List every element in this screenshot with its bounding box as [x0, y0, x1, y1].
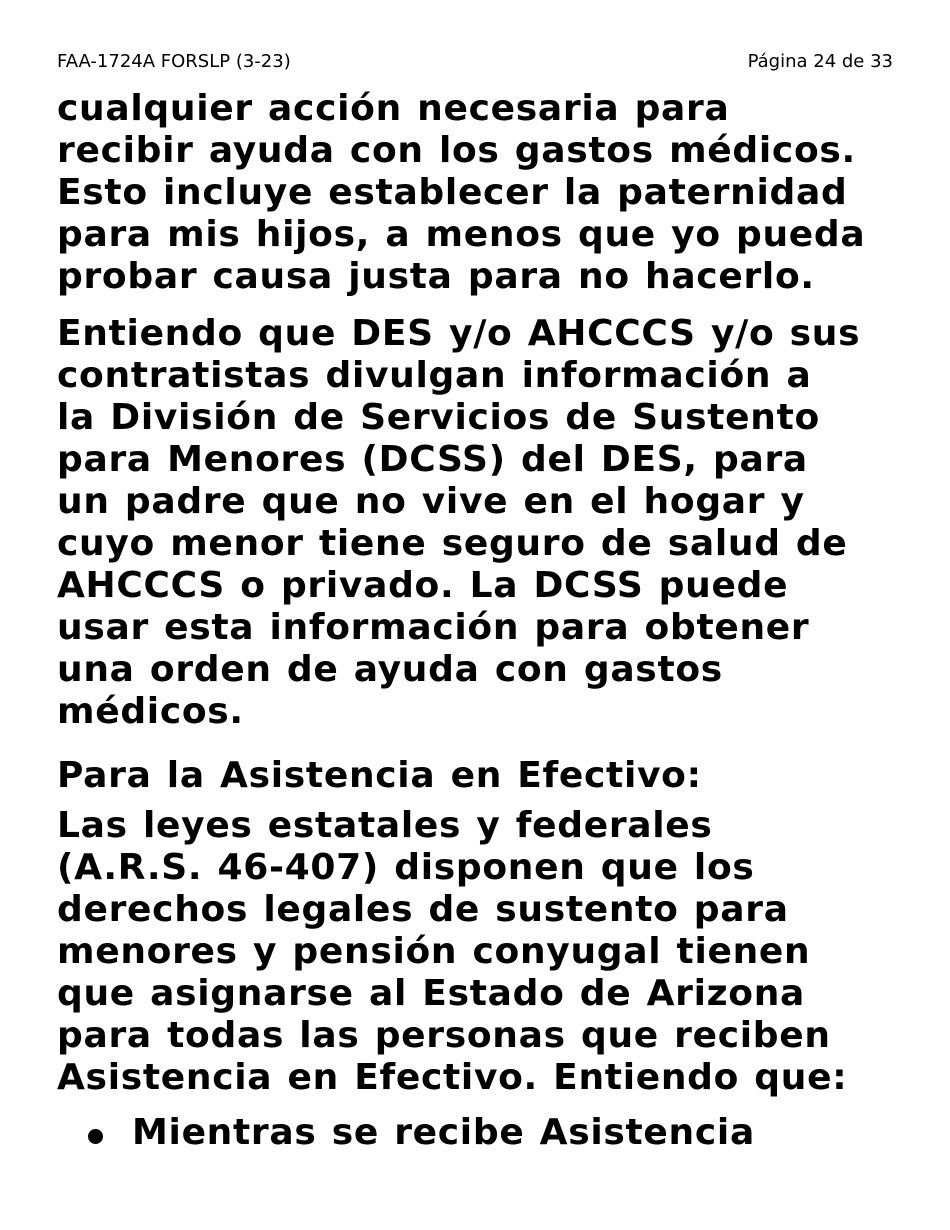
- text-line: para mis hijos, a menos que yo pueda: [57, 214, 866, 255]
- text-line: usar esta información para obtener: [57, 607, 810, 648]
- text-line: recibir ayuda con los gastos médicos.: [57, 130, 856, 171]
- text-line: para Menores (DCSS) del DES, para: [57, 439, 808, 480]
- text-line: médicos.: [57, 691, 244, 732]
- text-line: Asistencia en Efectivo. Entiendo que:: [57, 1057, 848, 1098]
- text-line: cuyo menor tiene seguro de salud de: [57, 523, 848, 564]
- text-line: cualquier acción necesaria para: [57, 88, 730, 129]
- bullet-text: Mientras se recibe Asistencia: [132, 1112, 755, 1153]
- text-line: Las leyes estatales y federales: [57, 805, 713, 846]
- paragraph-dcss-disclosure: [57, 313, 907, 733]
- form-id: FAA-1724A FORSLP (3-23): [57, 51, 291, 72]
- bullet-list-item: [80, 1112, 900, 1156]
- text-line: la División de Servicios de Sustento: [57, 397, 820, 438]
- text-line: una orden de ayuda con gastos: [57, 649, 723, 690]
- text-line: menores y pensión conyugal tienen: [57, 931, 811, 972]
- paragraph-medical-support: [57, 88, 907, 298]
- text-line: Esto incluye establecer la paternidad: [57, 172, 848, 213]
- text-line: contratistas divulgan información a: [57, 355, 812, 396]
- page-header: [57, 51, 893, 77]
- bullet-icon: [88, 1129, 103, 1144]
- text-line: (A.R.S. 46-407) disponen que los: [57, 847, 755, 888]
- section-heading: [57, 755, 907, 797]
- text-line: que asignarse al Estado de Arizona: [57, 973, 806, 1014]
- heading-text: Para la Asistencia en Efectivo:: [57, 755, 702, 796]
- text-line: probar causa justa para no hacerlo.: [57, 256, 815, 297]
- text-line: AHCCCS o privado. La DCSS puede: [57, 565, 789, 606]
- text-line: un padre que no vive en el hogar y: [57, 481, 805, 522]
- text-line: Entiendo que DES y/o AHCCCS y/o sus: [57, 313, 861, 354]
- paragraph-cash-assistance: [57, 805, 907, 1099]
- page-number: Página 24 de 33: [747, 51, 893, 72]
- text-line: derechos legales de sustento para: [57, 889, 789, 930]
- text-line: para todas las personas que reciben: [57, 1015, 831, 1056]
